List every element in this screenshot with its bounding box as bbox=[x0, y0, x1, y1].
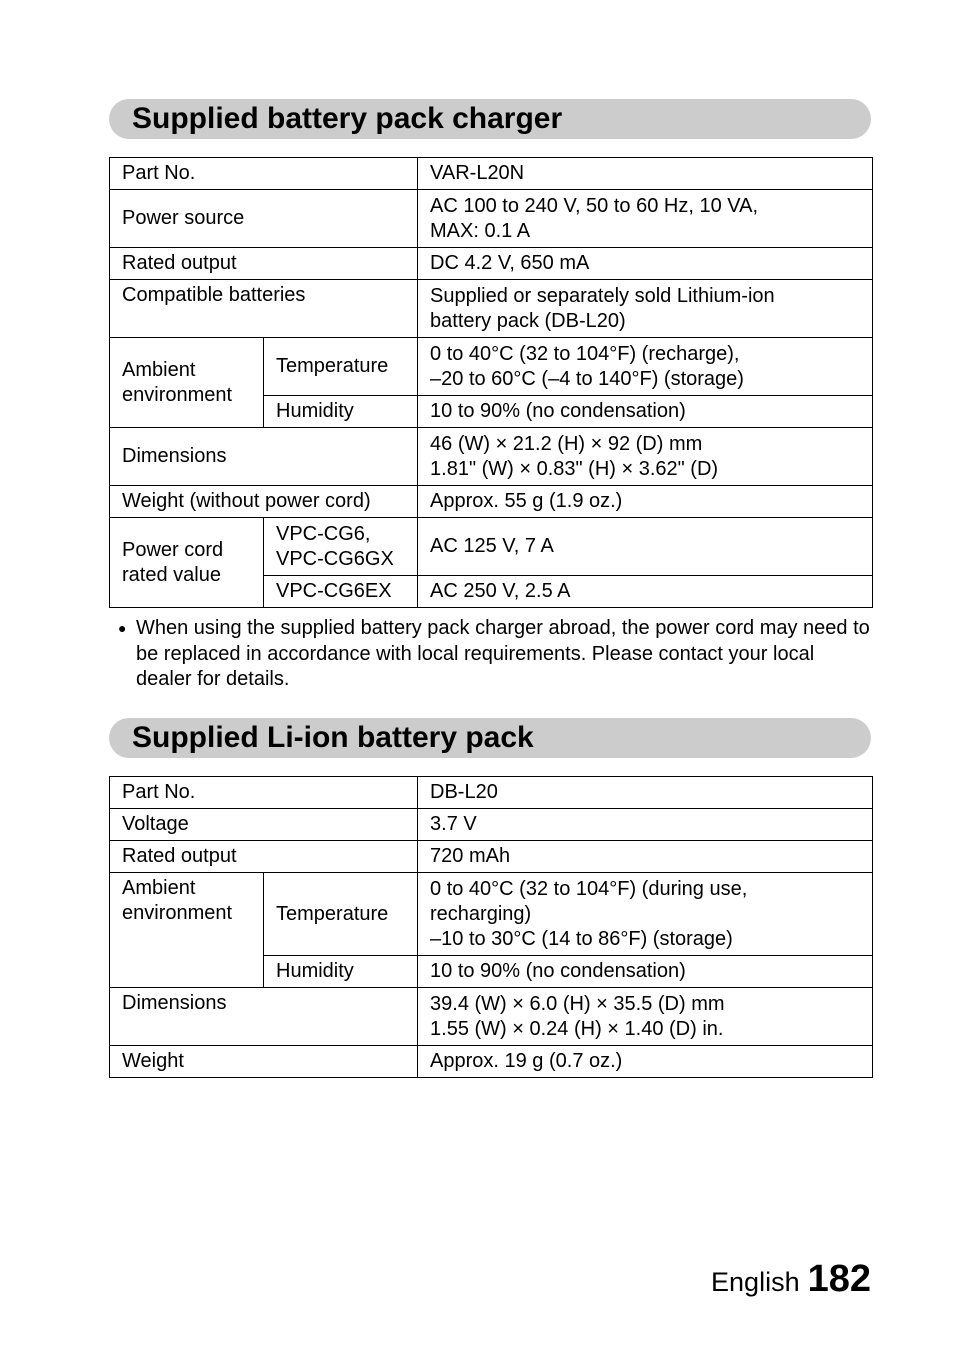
spec-value: Approx. 19 g (0.7 oz.) bbox=[418, 1046, 873, 1078]
spec-label: Voltage bbox=[110, 809, 418, 841]
page-number: 182 bbox=[807, 1258, 871, 1300]
table-row bbox=[110, 428, 873, 486]
table-row bbox=[110, 1046, 873, 1078]
spec-label: Compatible batteries bbox=[110, 280, 418, 338]
table-row bbox=[110, 988, 873, 1046]
spec-value: 10 to 90% (no condensation) bbox=[418, 956, 873, 988]
spec-value: 0 to 40°C (32 to 104°F) (recharge), –20 to 60°C (–4 to 140°F) (storage) bbox=[418, 338, 873, 396]
spec-value: 720 mAh bbox=[418, 841, 873, 873]
spec-label: Rated output bbox=[110, 248, 418, 280]
spec-sublabel: Temperature bbox=[264, 873, 418, 956]
spec-value: AC 100 to 240 V, 50 to 60 Hz, 10 VA, MAX: 0.1 A bbox=[418, 190, 873, 248]
spec-label: Power cord rated value bbox=[110, 518, 264, 608]
table-row bbox=[110, 158, 873, 190]
table-row bbox=[110, 190, 873, 248]
spec-label: Rated output bbox=[110, 841, 418, 873]
table-row bbox=[110, 486, 873, 518]
table-row bbox=[110, 248, 873, 280]
spec-value: 3.7 V bbox=[418, 809, 873, 841]
spec-value: 39.4 (W) × 6.0 (H) × 35.5 (D) mm 1.55 (W) × 0.24 (H) × 1.40 (D) in. bbox=[418, 988, 873, 1046]
spec-label: Dimensions bbox=[110, 428, 418, 486]
spec-sublabel: Temperature bbox=[264, 338, 418, 396]
spec-value: AC 250 V, 2.5 A bbox=[418, 576, 873, 608]
table-row bbox=[110, 809, 873, 841]
page-footer bbox=[711, 1258, 871, 1301]
spec-value: Supplied or separately sold Lithium-ion battery pack (DB-L20) bbox=[418, 280, 873, 338]
spec-sublabel: Humidity bbox=[264, 956, 418, 988]
spec-sublabel: VPC-CG6EX bbox=[264, 576, 418, 608]
spec-label: Dimensions bbox=[110, 988, 418, 1046]
charger-spec-table bbox=[109, 157, 873, 608]
spec-value: 0 to 40°C (32 to 104°F) (during use, recharging) –10 to 30°C (14 to 86°F) (storage) bbox=[418, 873, 873, 956]
spec-label: Ambient environment bbox=[110, 338, 264, 428]
battery-spec-table bbox=[109, 776, 873, 1078]
spec-value: 10 to 90% (no condensation) bbox=[418, 396, 873, 428]
spec-value: Approx. 55 g (1.9 oz.) bbox=[418, 486, 873, 518]
spec-label: Weight (without power cord) bbox=[110, 486, 418, 518]
table-row bbox=[110, 518, 873, 576]
charger-section-title: Supplied battery pack charger bbox=[109, 99, 871, 139]
note-text: When using the supplied battery pack charger abroad, the power cord may need to be replaced in accordance with local requirements. Please contact your local dealer for details. bbox=[136, 617, 870, 690]
spec-sublabel: VPC-CG6, VPC-CG6GX bbox=[264, 518, 418, 576]
language-label: English bbox=[711, 1267, 800, 1297]
spec-value: DB-L20 bbox=[418, 777, 873, 809]
spec-value: 46 (W) × 21.2 (H) × 92 (D) mm 1.81" (W) × 0.83" (H) × 3.62" (D) bbox=[418, 428, 873, 486]
bullet-icon: ● bbox=[118, 620, 127, 636]
spec-label: Weight bbox=[110, 1046, 418, 1078]
table-row bbox=[110, 280, 873, 338]
spec-value: DC 4.2 V, 650 mA bbox=[418, 248, 873, 280]
spec-label: Power source bbox=[110, 190, 418, 248]
spec-value: VAR-L20N bbox=[418, 158, 873, 190]
spec-value: AC 125 V, 7 A bbox=[418, 518, 873, 576]
battery-section-title: Supplied Li-ion battery pack bbox=[109, 718, 871, 758]
spec-sublabel: Humidity bbox=[264, 396, 418, 428]
spec-label: Ambient environment bbox=[110, 873, 264, 988]
table-row bbox=[110, 777, 873, 809]
charger-note bbox=[118, 616, 874, 693]
table-row bbox=[110, 338, 873, 396]
table-row bbox=[110, 841, 873, 873]
spec-label: Part No. bbox=[110, 777, 418, 809]
spec-label: Part No. bbox=[110, 158, 418, 190]
table-row bbox=[110, 873, 873, 956]
